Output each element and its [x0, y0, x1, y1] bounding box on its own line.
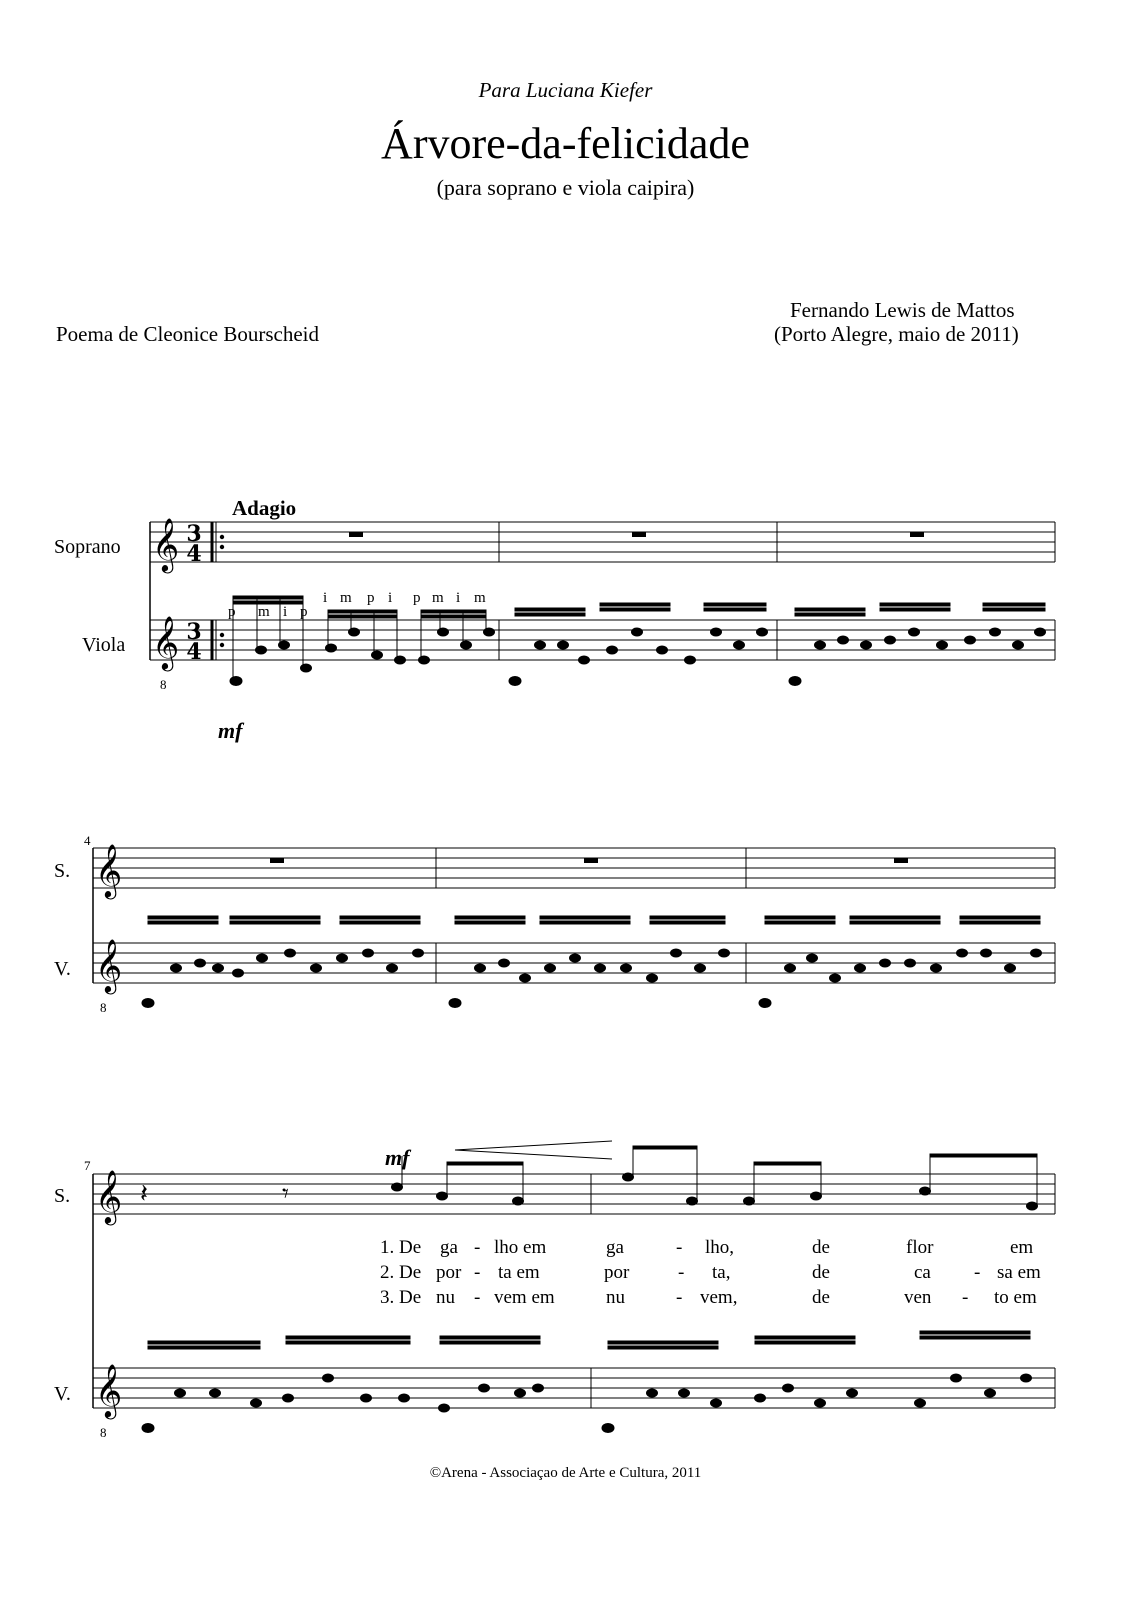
fingering-p: p [228, 604, 236, 620]
lyric-syllable: - [474, 1287, 481, 1308]
octave-mark: 8 [100, 1000, 107, 1015]
lyric-syllable: em [1010, 1237, 1034, 1258]
measure-number-4: 4 [84, 833, 91, 848]
fingering-m: m [258, 604, 270, 620]
fingering-m: m [474, 590, 486, 606]
lyric-syllable: ga [606, 1237, 624, 1258]
fingering-p: p [367, 590, 375, 606]
lyric-syllable: nu [606, 1287, 625, 1308]
eighth-rest-icon: 𝄾 [282, 1179, 289, 1209]
staff-soprano-system-2 [93, 848, 1055, 888]
lyric-syllable: ta, [712, 1262, 731, 1283]
copyright-notice: ©Arena - Associaçao de Arte e Cultura, 2011 [429, 1465, 702, 1481]
viola-notation [142, 596, 1046, 1433]
lyric-syllable: ca [914, 1262, 931, 1283]
lyric-syllable: ta em [498, 1262, 540, 1283]
lyric-syllable: flor [906, 1237, 934, 1258]
lyric-syllable: - [676, 1287, 683, 1308]
lyric-syllable: - [474, 1262, 481, 1283]
whole-rest-icon [894, 858, 908, 863]
composer-credit: Fernando Lewis de Mattos [790, 298, 1015, 322]
lyric-syllable: nu [436, 1287, 455, 1308]
treble-clef-icon: 𝄞 [152, 615, 180, 669]
lyric-syllable: por [604, 1262, 630, 1283]
tempo-marking: Adagio [232, 496, 297, 520]
lyric-syllable: lho, [705, 1237, 735, 1258]
time-signature-bottom: 4 [186, 639, 202, 665]
lyric-syllable: - [678, 1262, 685, 1283]
fingering-i: i [323, 590, 328, 606]
measure-number-7: 7 [84, 1158, 91, 1173]
instrument-short-soprano-3: S. [54, 1185, 71, 1207]
fingering-m: m [432, 590, 444, 606]
soprano-melody [140, 1146, 1038, 1210]
dynamic-mf-soprano: mf [385, 1145, 410, 1170]
instrument-short-viola-2: V. [54, 958, 71, 980]
staff-soprano-system-1 [150, 522, 1055, 562]
lyric-syllable: ven [904, 1287, 932, 1308]
time-signature-top: 3 [186, 619, 202, 645]
whole-rest-icon [910, 532, 924, 537]
lyric-syllable: 2. De [380, 1262, 422, 1283]
whole-rest-icon [584, 858, 598, 863]
lyric-syllable: por [436, 1262, 462, 1283]
fingering-i: i [388, 590, 393, 606]
dynamic-mf-viola: mf [218, 718, 243, 743]
lyric-syllable: vem, [700, 1287, 738, 1308]
whole-rest-icon [349, 532, 363, 537]
page-title: Árvore-da-felicidade [381, 119, 750, 168]
lyric-syllable: lho em [494, 1237, 547, 1258]
instrument-short-viola-3: V. [54, 1383, 71, 1405]
lyric-syllable: de [812, 1237, 830, 1258]
lyric-syllable: de [812, 1262, 830, 1283]
lyric-syllable: sa em [997, 1262, 1041, 1283]
instrument-name-soprano: Soprano [54, 536, 121, 558]
fingering-m: m [340, 590, 352, 606]
fingering-i: i [283, 604, 288, 620]
lyric-syllable: 3. De [380, 1287, 422, 1308]
instrument-short-soprano-2: S. [54, 860, 71, 882]
page-subtitle: (para soprano e viola caipira) [436, 175, 695, 200]
instrument-name-viola: Viola [82, 634, 126, 656]
lyric-syllable: vem em [494, 1287, 555, 1308]
lyric-syllable: 1. De [380, 1237, 422, 1258]
whole-rest-icon [632, 532, 646, 537]
octave-mark: 8 [160, 677, 167, 692]
lyric-syllable: to em [994, 1287, 1037, 1308]
octave-mark: 8 [100, 1425, 107, 1440]
treble-clef-icon: 𝄞 [95, 1169, 123, 1223]
fingering-i: i [456, 590, 461, 606]
treble-clef-icon: 𝄞 [95, 843, 123, 897]
lyric-syllable: de [812, 1287, 830, 1308]
place-date: (Porto Alegre, maio de 2011) [774, 322, 1019, 346]
staff-soprano-system-3 [93, 1174, 1055, 1214]
lyric-syllable: - [676, 1237, 683, 1258]
treble-clef-icon: 𝄞 [95, 1363, 123, 1417]
whole-rest-icon [270, 858, 284, 863]
lyric-syllable: - [474, 1237, 481, 1258]
treble-clef-icon: 𝄞 [95, 938, 123, 992]
staff-viola-system-3 [93, 1368, 1055, 1408]
fingering-p: p [300, 604, 308, 620]
time-signature-top: 3 [186, 521, 202, 547]
staff-viola-system-1 [150, 620, 1055, 660]
lyric-syllable: - [974, 1262, 981, 1283]
treble-clef-icon: 𝄞 [152, 517, 180, 571]
lyric-syllable: ga [440, 1237, 458, 1258]
fingering-p: p [413, 590, 421, 606]
poet-credit: Poema de Cleonice Bourscheid [56, 322, 320, 346]
lyric-syllable: - [962, 1287, 969, 1308]
quarter-rest-icon: 𝄽 [140, 1179, 148, 1209]
time-signature-bottom: 4 [186, 541, 202, 567]
dedication: Para Luciana Kiefer [478, 78, 653, 102]
